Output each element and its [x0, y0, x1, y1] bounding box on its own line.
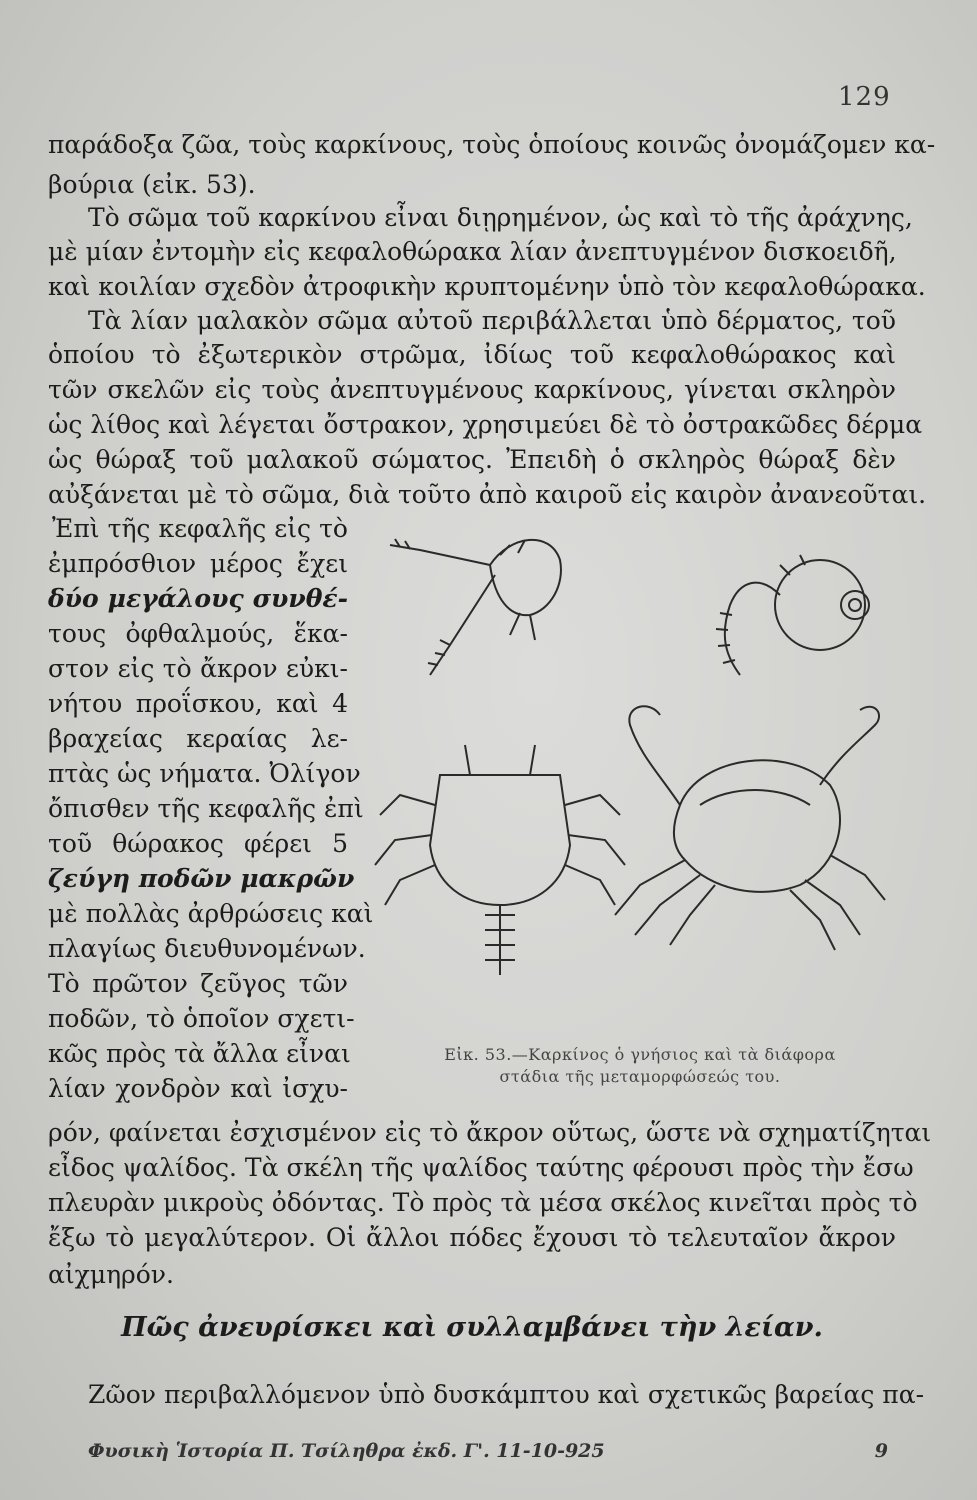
column-line: πτὰς ὡς νήματα. Ὀλίγον	[48, 759, 361, 788]
footer-imprint: Φυσικὴ Ἱστορία Π. Τσίληθρα ἐκδ. Γ'. 11-10-925	[88, 1440, 605, 1462]
text-line: τῶν σκελῶν εἰς τοὺς ἀνεπτυγμένους καρκίνους, γίνεται σκληρὸν	[48, 375, 896, 404]
young-crab-drawing	[375, 745, 625, 975]
column-line: ποδῶν, τὸ ὁποῖον σχετι-	[48, 1004, 355, 1033]
figure-caption-line: στάδια τῆς μεταμορφώσεώς του.	[499, 1067, 781, 1086]
column-line: Ἐπὶ τῆς κεφαλῆς εἰς τὸ	[52, 514, 348, 543]
text-line: μὲ μίαν ἐντομὴν εἰς κεφαλοθώρακα λίαν ἀνεπτυγμένον δισκοειδῆ,	[48, 237, 897, 266]
page-number: 129	[838, 82, 891, 112]
text-line: αὐξάνεται μὲ τὸ σῶμα, διὰ τοῦτο ἀπὸ καιροῦ εἰς καιρὸν ἀνανεοῦται.	[48, 480, 927, 509]
column-line: τοῦ θώρακος φέρει 5	[48, 829, 348, 858]
text-line: αἰχμηρόν.	[48, 1260, 174, 1289]
text-line: ὁποίου τὸ ἐξωτερικὸν στρῶμα, ἰδίως τοῦ κεφαλοθώρακος καὶ	[48, 340, 896, 369]
text-line: καὶ κοιλίαν σχεδὸν ἀτροφικὴν κρυπτομένην ὑπὸ τὸν κεφαλοθώρακα.	[48, 272, 926, 301]
text-line: ρόν, φαίνεται ἐσχισμένον εἰς τὸ ἄκρον οὕτως, ὥστε νὰ σχηματίζηται	[48, 1118, 932, 1147]
text-line: Τὰ λίαν μαλακὸν σῶμα αὐτοῦ περιβάλλεται ὑπὸ δέρματος, τοῦ	[88, 306, 896, 335]
column-line: κῶς πρὸς τὰ ἄλλα εἶναι	[48, 1039, 351, 1068]
text-line: ὡς λίθος καὶ λέγεται ὄστρακον, χρησιμεύει δὲ τὸ ὀστρακῶδες δέρμα	[48, 410, 923, 439]
column-line: ὄπισθεν τῆς κεφαλῆς ἐπὶ	[48, 794, 364, 823]
column-line: Τὸ πρῶτον ζεῦγος τῶν	[48, 969, 348, 998]
text-line: Ζῶον περιβαλλόμενον ὑπὸ δυσκάμπτου καὶ σχετικῶς βαρείας πα-	[88, 1380, 925, 1409]
footer-signature-number: 9	[874, 1440, 888, 1462]
text-line: εἶδος ψαλίδος. Τὰ σκέλη τῆς ψαλίδος ταύτης φέρουσι πρὸς τὴν ἔσω	[48, 1153, 914, 1182]
zoea-larva-drawing	[390, 539, 561, 675]
column-line: ζεύγη ποδῶν μακρῶν	[48, 864, 355, 893]
column-line: δύο μεγάλους συνθέ-	[48, 584, 348, 613]
column-line: τους ὀφθαλμούς, ἕκα-	[48, 619, 348, 648]
column-line: στον εἰς τὸ ἄκρον εὐκι-	[48, 654, 348, 683]
figure-caption-line: Εἰκ. 53.—Καρκίνος ὁ γνήσιος καὶ τὰ διάφορα	[444, 1045, 836, 1064]
crab-figure-illustration	[360, 505, 900, 1065]
column-line: πλαγίως διευθυνομένων.	[48, 934, 366, 963]
megalopa-larva-drawing	[716, 555, 869, 675]
adult-crab-drawing	[615, 706, 885, 950]
text-line: ὡς θώραξ τοῦ μαλακοῦ σώματος. Ἐπειδὴ ὁ σκληρὸς θώραξ δὲν	[48, 445, 896, 474]
text-line: παράδοξα ζῶα, τοὺς καρκίνους, τοὺς ὁποίους κοινῶς ὀνομάζομεν κα-	[48, 130, 936, 159]
column-line: νήτου προΐσκου, καὶ 4	[48, 689, 348, 718]
text-line: βούρια (εἰκ. 53).	[48, 170, 256, 199]
text-line: Τὸ σῶμα τοῦ καρκίνου εἶναι διῃρημένον, ὡς καὶ τὸ τῆς ἀράχνης,	[88, 203, 913, 232]
column-line: μὲ πολλὰς ἀρθρώσεις καὶ	[48, 899, 374, 928]
text-line: ἔξω τὸ μεγαλύτερον. Οἱ ἄλλοι πόδες ἔχουσι τὸ τελευταῖον ἄκρον	[48, 1223, 896, 1252]
column-line: βραχείας κεραίας λε-	[48, 724, 348, 753]
column-line: λίαν χονδρὸν καὶ ἰσχυ-	[48, 1074, 348, 1103]
section-heading: Πῶς ἀνευρίσκει καὶ συλλαμβάνει τὴν λείαν.	[121, 1312, 823, 1343]
page-footer	[88, 1440, 888, 1462]
column-line: ἐμπρόσθιον μέρος ἔχει	[48, 549, 348, 578]
text-line: πλευρὰν μικροὺς ὀδόντας. Τὸ πρὸς τὰ μέσα σκέλος κινεῖται πρὸς τὸ	[48, 1188, 918, 1217]
